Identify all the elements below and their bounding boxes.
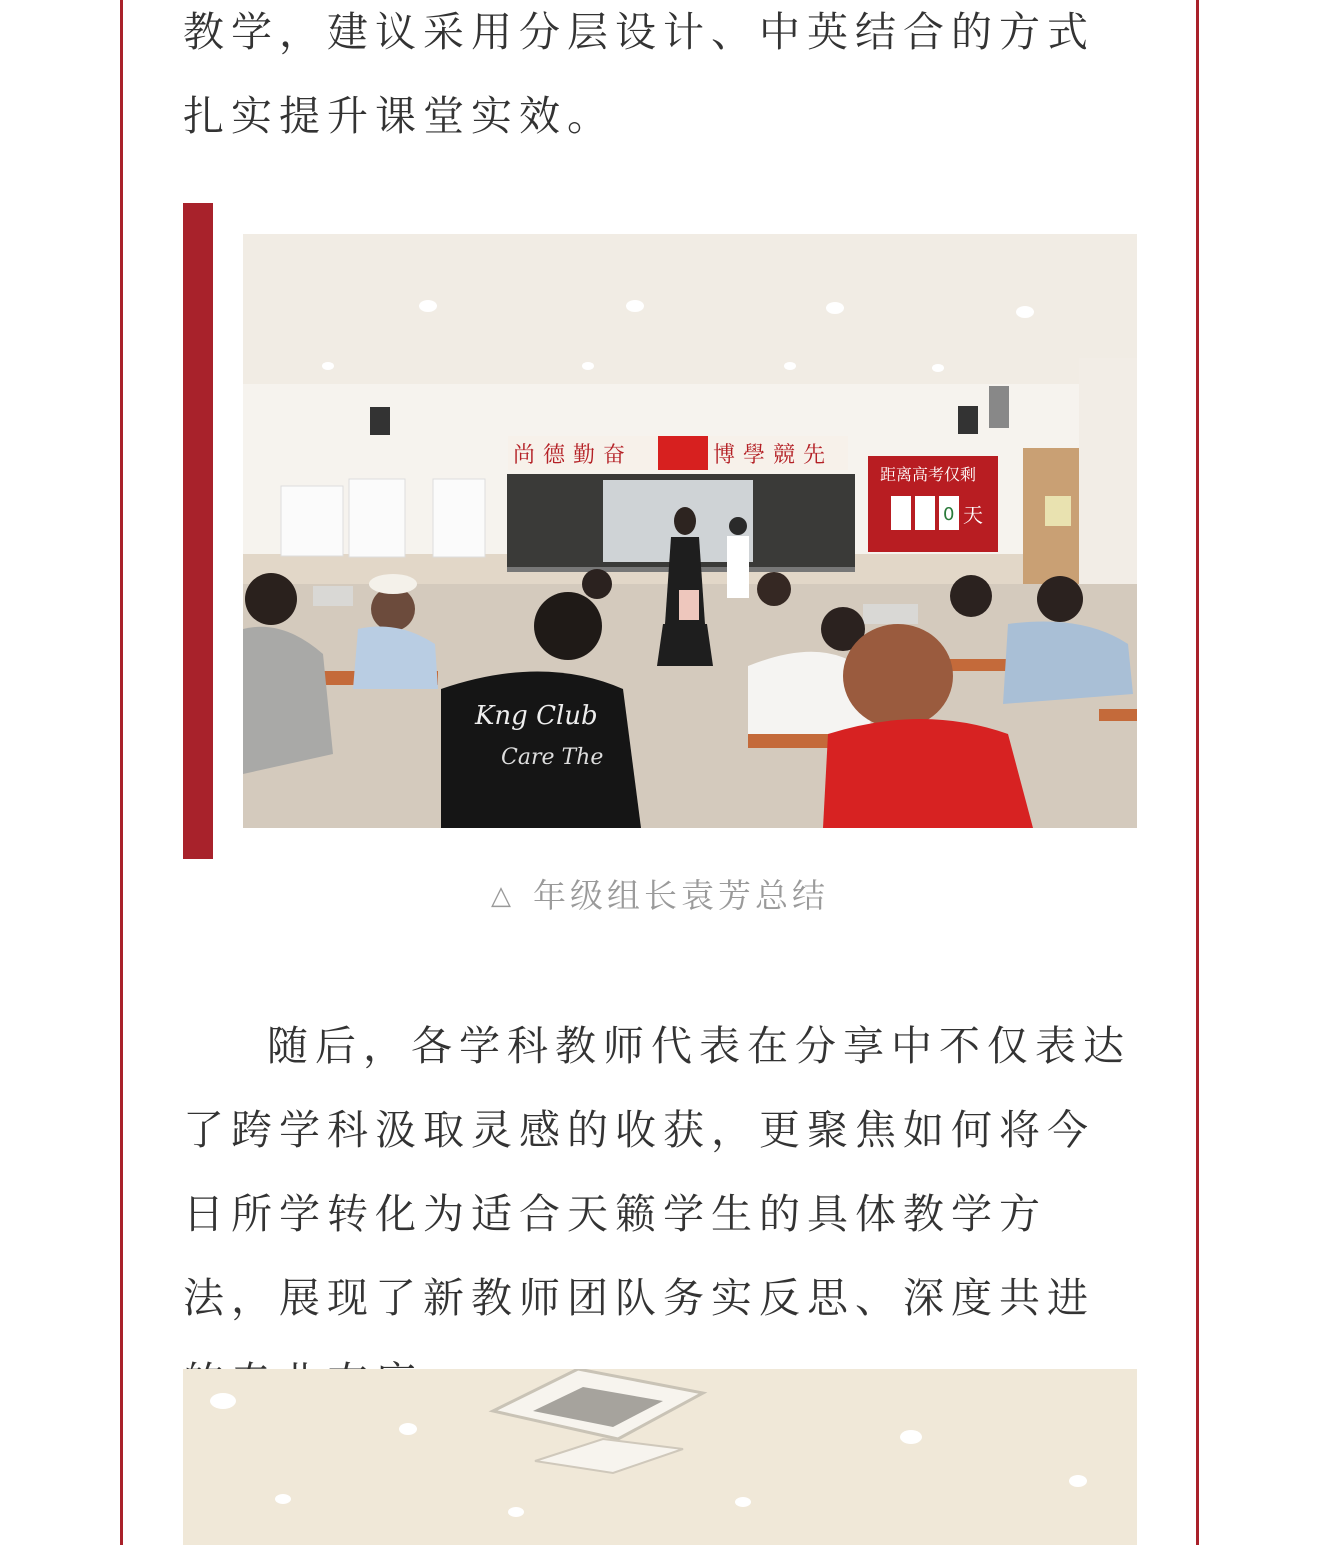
countdown-title: 距离高考仅剩 (880, 465, 977, 484)
photo-caption (0, 870, 1320, 917)
svg-text:Kng Club: Kng Club (475, 701, 598, 731)
classroom-photo-1 (243, 234, 1137, 828)
classroom-photo-2 (183, 1369, 1137, 1545)
caption-text: 年级组长袁芳总结 (533, 876, 829, 915)
paragraph-summary-end: 教学，建议采用分层设计、中英结合的方式扎实提升课堂实效。 (183, 8, 1095, 140)
paragraph-teacher-sharing (183, 1004, 1137, 1424)
svg-text:Care The: Care The (501, 745, 604, 770)
photo-accent-bar (183, 203, 213, 859)
countdown-unit: 天 (963, 503, 983, 527)
banner-left-text: 尚德勤奋 (513, 443, 634, 468)
banner-right-text: 博學競先 (713, 443, 834, 468)
countdown-digit: 0 (943, 504, 955, 525)
paragraph-2-text: 随后，各学科教师代表在分享中不仅表达了跨学科汲取灵感的收获，更聚焦如何将今日所学转化为适合天籁学生的具体教学方法，展现了新教师团队务实反思、深度共进 (183, 1022, 1131, 1322)
triangle-icon: △ (491, 881, 515, 911)
right-border-line (1196, 0, 1199, 1545)
left-border-line (120, 0, 123, 1545)
